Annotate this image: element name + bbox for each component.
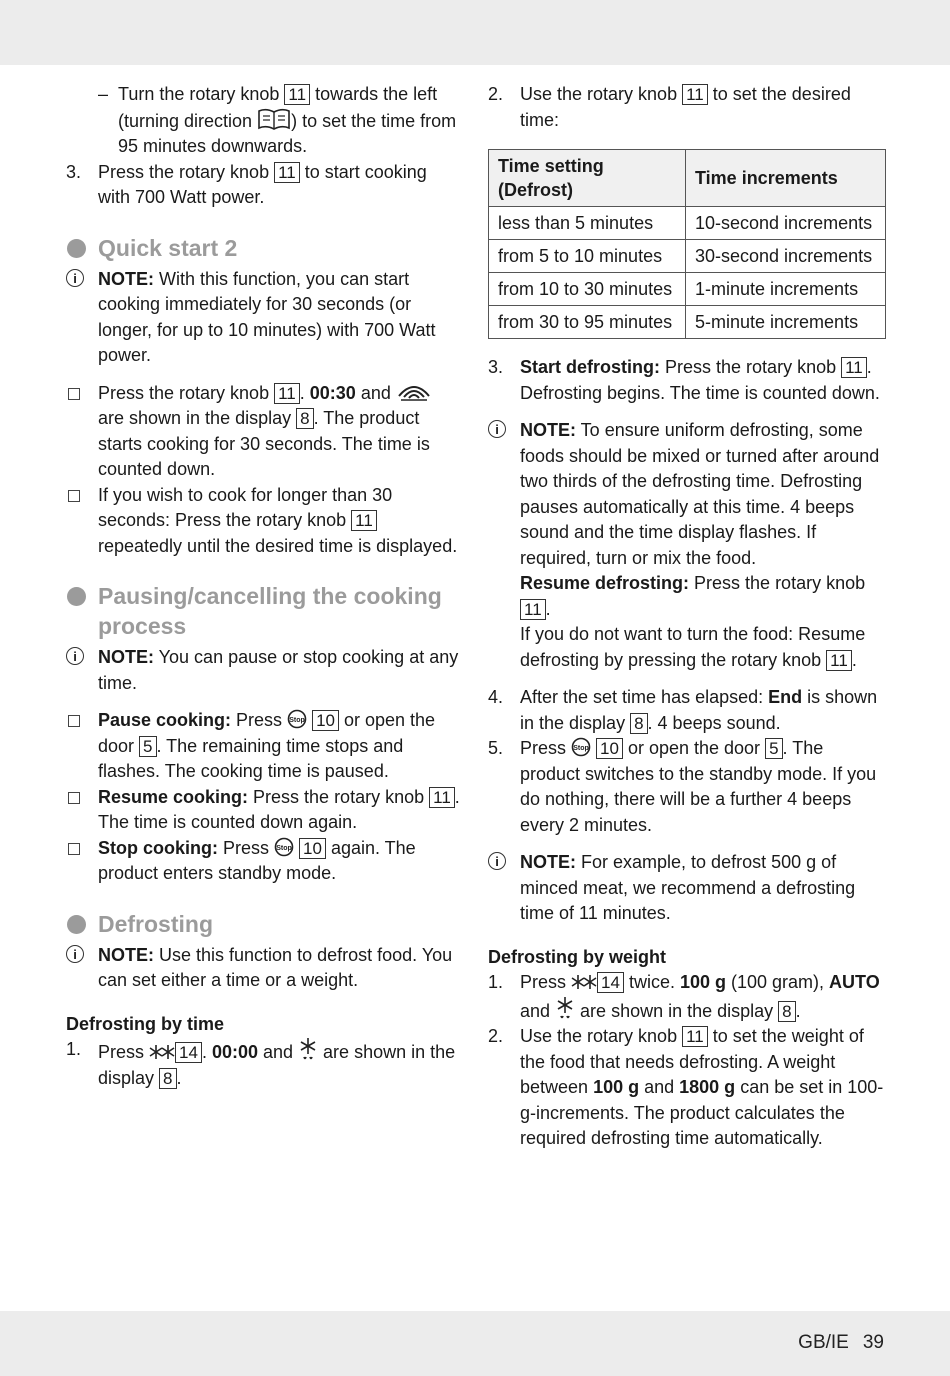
microwave-power-icon: [396, 382, 432, 402]
ref-display: 8: [778, 1001, 795, 1022]
substep-turn-left: – Turn the rotary knob 11 towards the left (turning direction ) to set the time from 95 minutes downwards.: [98, 84, 457, 156]
dash-bullet: –: [98, 84, 109, 104]
list-item-stop: Stop cooking: Press Stop 10 again. The product enters standby mode.: [66, 836, 462, 887]
note-pausing: i NOTE: You can pause or stop cooking at any time.: [66, 645, 462, 696]
table-header-row: [489, 150, 886, 207]
ref-defrost: 14: [175, 1042, 202, 1063]
ref-stop: 10: [299, 838, 326, 859]
list-item-pause: Pause cooking: Press Stop 10 or open the door 5 . The remaining time stops and flashes. The cooking time is paused.: [66, 708, 462, 785]
svg-text:Stop: Stop: [573, 745, 589, 752]
step-3-start: 3. Press the rotary knob 11 to start cooking with 700 Watt power.: [66, 161, 427, 207]
ref-knob: 11: [351, 510, 377, 531]
step-1-defrost-time: 1. Press 14 . 00:00 and are shown in the display 8 .: [66, 1039, 456, 1088]
bullet-dot: [67, 915, 86, 934]
ref-knob: 11: [274, 383, 300, 404]
time-increments-table: [488, 149, 886, 339]
stop-button-icon: [274, 837, 294, 857]
ref-stop: 10: [312, 710, 339, 731]
table-row: [489, 240, 886, 273]
page-number: 39: [862, 1332, 884, 1353]
ref-knob: 11: [682, 84, 708, 105]
ref-stop: 10: [596, 738, 623, 759]
note-example: i NOTE: For example, to defrost 500 g of minced meat, we recommend a defrosting time of 11 minutes.: [488, 850, 886, 927]
note-defrosting: i NOTE: Use this function to defrost food. You can set either a time or a weight.: [66, 943, 462, 994]
svg-text:Stop: Stop: [276, 844, 292, 852]
svg-text:Stop: Stop: [289, 717, 305, 724]
ref-knob: 11: [274, 162, 300, 183]
heading-pausing: Pausing/cancelling the cooking process: [66, 581, 462, 641]
defrost-key-icon: [149, 1043, 175, 1061]
bullet-dot: [67, 587, 86, 606]
heading-quick-start: Quick start 2: [66, 233, 462, 263]
table-header: Time setting (Defrost): [489, 150, 686, 207]
list-item-quick-1: Press the rotary knob 11 . 00:30 and are shown in the display 8 . The product starts cooking for 30 seconds. The time is counted down.: [66, 381, 462, 483]
ref-knob: 11: [429, 787, 455, 808]
info-icon: i: [66, 647, 84, 665]
ref-knob: 11: [826, 650, 852, 671]
note-uniform-defrost: i NOTE: To ensure uniform defrosting, some foods should be mixed or turned after around two thirds of the defrosting time. Defrosting pauses automatically at this time. 4 beeps sound and the time display flashes. If required, turn or mix the food. Resume defrosting: Press the rotary knob 11 . If you do not want to turn the food: Resume defrosting by pressing the rotary knob 11 .: [488, 418, 886, 673]
snowflake-icon: [298, 1037, 318, 1061]
checkbox-bullet: [68, 843, 80, 855]
table-cell: 1-minute increments: [686, 273, 886, 306]
subheading-defrost-time: Defrosting by time: [66, 1013, 225, 1034]
ref-knob: 11: [520, 599, 546, 620]
ref-display: 8: [159, 1068, 176, 1089]
table-cell: 10-second increments: [686, 207, 886, 240]
right-column: [488, 82, 886, 1152]
heading-defrosting: Defrosting: [66, 909, 462, 939]
ref-knob: 11: [841, 357, 867, 378]
step-3-start-defrost: 3. Start defrosting: Press the rotary knob 11 . Defrosting begins. The time is counted down.: [488, 357, 880, 403]
book-icon: [257, 108, 291, 130]
table-cell: from 5 to 10 minutes: [489, 240, 686, 273]
list-item-resume: Resume cooking: Press the rotary knob 11 . The time is counted down again.: [66, 785, 462, 836]
stop-button-icon: [571, 737, 591, 757]
table-row: [489, 207, 886, 240]
table-row: [489, 273, 886, 306]
ref-door: 5: [139, 736, 156, 757]
table-row: [489, 306, 886, 339]
checkbox-bullet: [68, 715, 80, 727]
list-item-quick-2: If you wish to cook for longer than 30 seconds: Press the rotary knob 11 repeatedly until the desired time is displayed.: [66, 483, 462, 560]
left-column: [66, 82, 462, 1091]
snowflake-icon: [555, 996, 575, 1020]
ref-door: 5: [765, 738, 782, 759]
defrost-key-icon: [571, 973, 597, 991]
table-cell: less than 5 minutes: [489, 207, 686, 240]
step-2-set-time: 2. Use the rotary knob 11 to set the desired time:: [488, 84, 851, 130]
step-5-standby: 5. Press Stop 10 or open the door 5 . The product switches to the standby mode. If you do nothing, there will be a further 4 beeps every 2 minutes.: [488, 738, 877, 835]
ref-knob: 11: [284, 84, 310, 105]
info-icon: i: [66, 269, 84, 287]
bullet-dot: [67, 239, 86, 258]
checkbox-bullet: [68, 388, 80, 400]
step-1-weight: 1. Press 14 twice. 100 g (100 gram), AUTO and are shown in the display 8 .: [488, 972, 880, 1021]
ref-defrost: 14: [597, 972, 624, 993]
ref-display: 8: [296, 408, 313, 429]
table-header: Time increments: [686, 150, 886, 207]
info-icon: i: [488, 852, 506, 870]
info-icon: i: [488, 420, 506, 438]
header-band: [0, 0, 950, 65]
page-footer: [784, 1332, 884, 1354]
table-cell: 5-minute increments: [686, 306, 886, 339]
stop-button-icon: [287, 709, 307, 729]
footer-region: GB/IE: [798, 1332, 849, 1353]
note-quick-start: i NOTE: With this function, you can start cooking immediately for 30 seconds (or longer, for up to 10 minutes) with 700 Watt power.: [66, 267, 462, 369]
ref-knob: 11: [682, 1026, 708, 1047]
info-icon: i: [66, 945, 84, 963]
step-4-end: 4. After the set time has elapsed: End is shown in the display 8 . 4 beeps sound.: [488, 687, 878, 733]
checkbox-bullet: [68, 490, 80, 502]
subheading-defrost-weight: Defrosting by weight: [488, 946, 667, 967]
checkbox-bullet: [68, 792, 80, 804]
step-2-weight: 2. Use the rotary knob 11 to set the weight of the food that needs defrosting. A weight between 100 g and 1800 g can be set in 100-g-increments. The product calculates the required defrosting time automatically.: [488, 1026, 884, 1148]
table-cell: 30-second increments: [686, 240, 886, 273]
table-cell: from 30 to 95 minutes: [489, 306, 686, 339]
table-cell: from 10 to 30 minutes: [489, 273, 686, 306]
ref-display: 8: [630, 713, 647, 734]
